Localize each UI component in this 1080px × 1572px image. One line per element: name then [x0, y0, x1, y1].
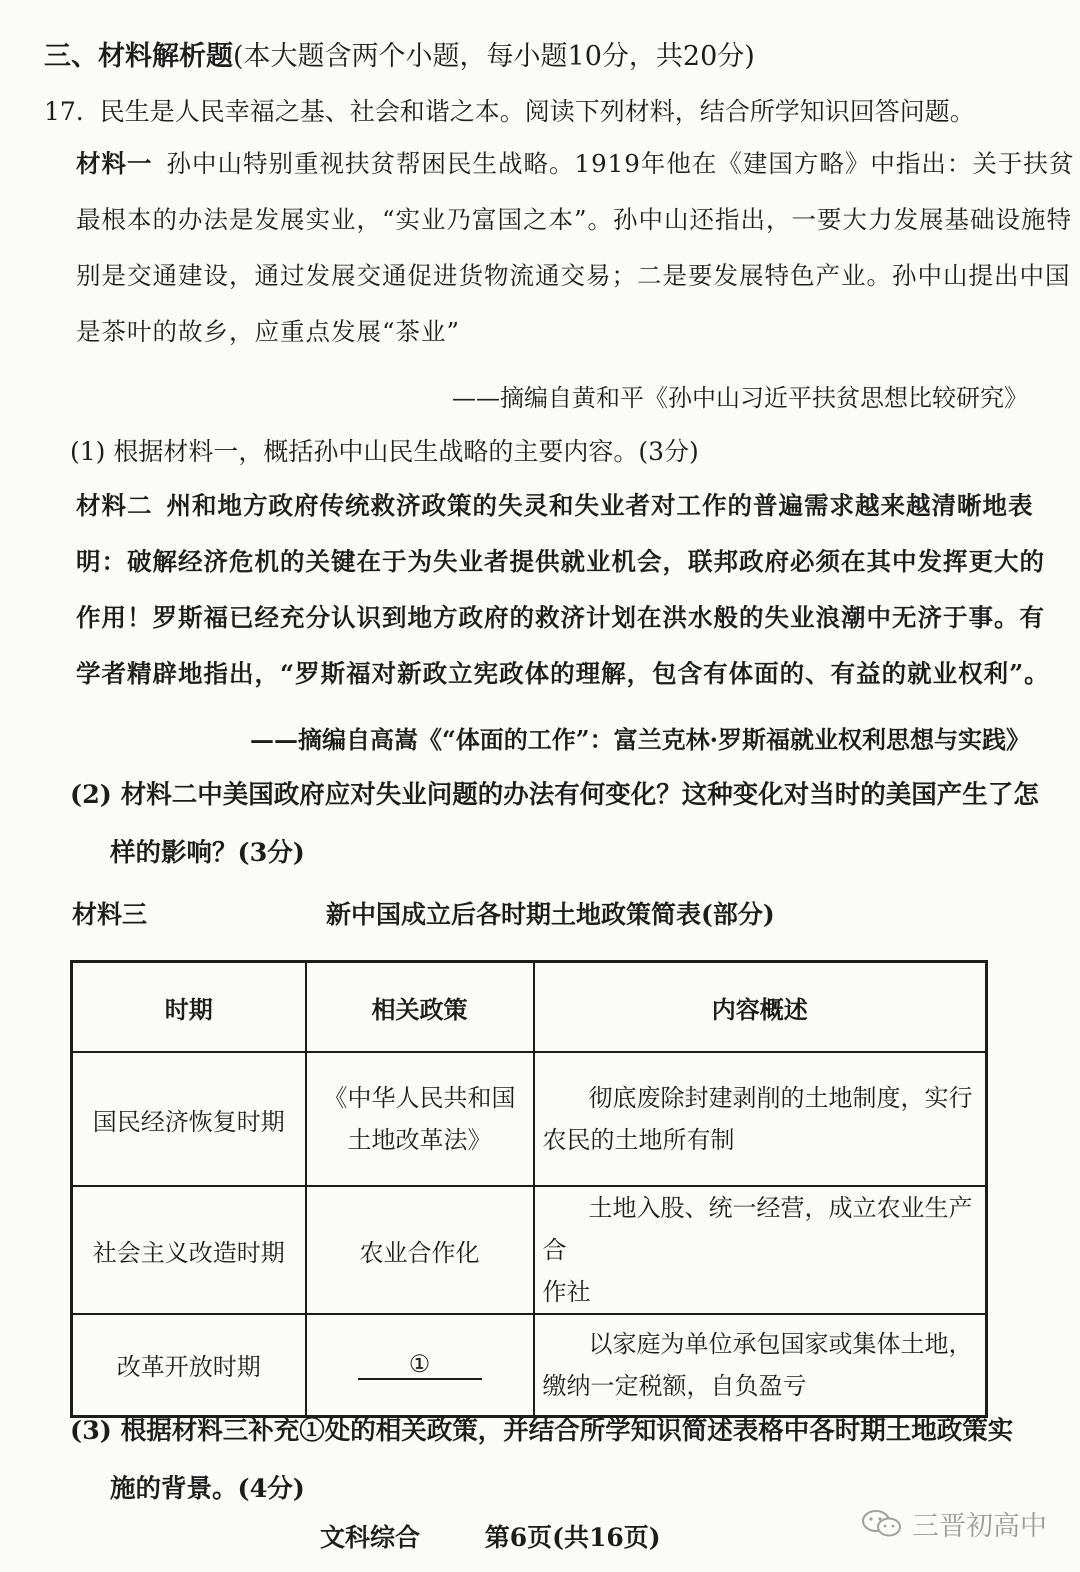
sub-question-1: (1) 根据材料一，概括孙中山民生战略的主要内容。(3分)	[70, 437, 699, 466]
table-row	[72, 1052, 987, 1186]
table-cell-content: 以家庭为单位承包国家或集体土地， 缴纳一定税额，自负盈亏	[534, 1314, 987, 1416]
table-cell-policy	[306, 1314, 534, 1416]
material-2-label: 材料二	[76, 491, 153, 520]
section-heading: 三、材料解析题	[44, 41, 233, 72]
section-note: (本大题含两个小题，每小题10分，共20分)	[233, 41, 755, 72]
table-row	[72, 1314, 987, 1416]
table-header: 相关政策	[306, 962, 534, 1053]
footer-page: 第6页(共16页)	[484, 1523, 661, 1552]
watermark-text: 三晋初高中	[912, 1511, 1047, 1542]
question-number: 17.	[44, 97, 84, 126]
table-cell-policy: 农业合作化	[306, 1186, 534, 1314]
material-2-source: ——摘编自高嵩《“体面的工作”：富兰克林·罗斯福就业权利思想与实践》	[250, 725, 1030, 754]
question-text: 民生是人民幸福之基、社会和谐之本。阅读下列材料，结合所学知识回答问题。	[99, 97, 975, 126]
table-cell-period: 国民经济恢复时期	[72, 1052, 306, 1186]
question-intro	[44, 92, 975, 128]
material-1-line: 别是交通建设，通过发展交通促进货物流通交易；二是要发展特色产业。孙中山提出中国	[76, 261, 1071, 290]
table-header: 时期	[72, 962, 306, 1053]
material-2-line: 材料二 州和地方政府传统救济政策的失灵和失业者对工作的普遍需求越来越清晰地表	[76, 491, 1034, 520]
material-3-label: 材料三	[72, 900, 148, 929]
watermark	[860, 1504, 1047, 1543]
land-policy-table	[70, 960, 988, 1400]
material-2	[76, 478, 1050, 702]
table-row	[72, 1186, 987, 1314]
sub-question-3: (3) 根据材料三补充①处的相关政策，并结合所学知识简述表格中各时期土地政策实 施的背景。(4分)	[70, 1416, 1014, 1504]
material-1-line: 材料一 孙中山特别重视扶贫帮困民生战略。1919年他在《建国方略》中指出：关于扶贫	[76, 149, 1075, 178]
table-title: 新中国成立后各时期土地政策简表(部分)	[326, 900, 775, 929]
material-2-line: 学者精辟地指出，“罗斯福对新政立宪政体的理解，包含有体面的、有益的就业权利”。	[76, 659, 1050, 688]
material-2-line: 明：破解经济危机的关键在于为失业者提供就业机会，联邦政府必须在其中发挥更大的	[76, 547, 1045, 576]
table-header: 内容概述	[534, 962, 987, 1053]
section-title	[44, 34, 755, 73]
page-footer	[320, 1518, 661, 1554]
material-1-line: 是茶叶的故乡，应重点发展“茶业”	[76, 317, 461, 346]
sub-question-2: (2) 材料二中美国政府应对失业问题的办法有何变化？这种变化对当时的美国产生了怎 样的影响？(3分)	[70, 780, 1039, 868]
wechat-icon	[860, 1508, 904, 1540]
material-1	[76, 136, 1074, 360]
material-1-line: 最根本的办法是发展实业，“实业乃富国之本”。孙中山还指出，一要大力发展基础设施特	[76, 205, 1073, 234]
table-cell-policy: 《中华人民共和国 土地改革法》	[306, 1052, 534, 1186]
table-cell-content: 彻底废除封建剥削的土地制度，实行 农民的土地所有制	[534, 1052, 987, 1186]
table-cell-period: 改革开放时期	[72, 1314, 306, 1416]
material-2-line: 作用！罗斯福已经充分认识到地方政府的救济计划在洪水般的失业浪潮中无济于事。有	[76, 603, 1045, 632]
material-1-label: 材料一	[76, 149, 153, 178]
footer-subject: 文科综合	[320, 1523, 421, 1552]
material-1-source: ——摘编自黄和平《孙中山习近平扶贫思想比较研究》	[452, 384, 1028, 412]
table-cell-period: 社会主义改造时期	[72, 1186, 306, 1314]
table-cell-content: 土地入股、统一经营，成立农业生产合 作社	[534, 1186, 987, 1314]
table-header-row	[72, 962, 987, 1053]
answer-blank: ①	[358, 1350, 482, 1380]
